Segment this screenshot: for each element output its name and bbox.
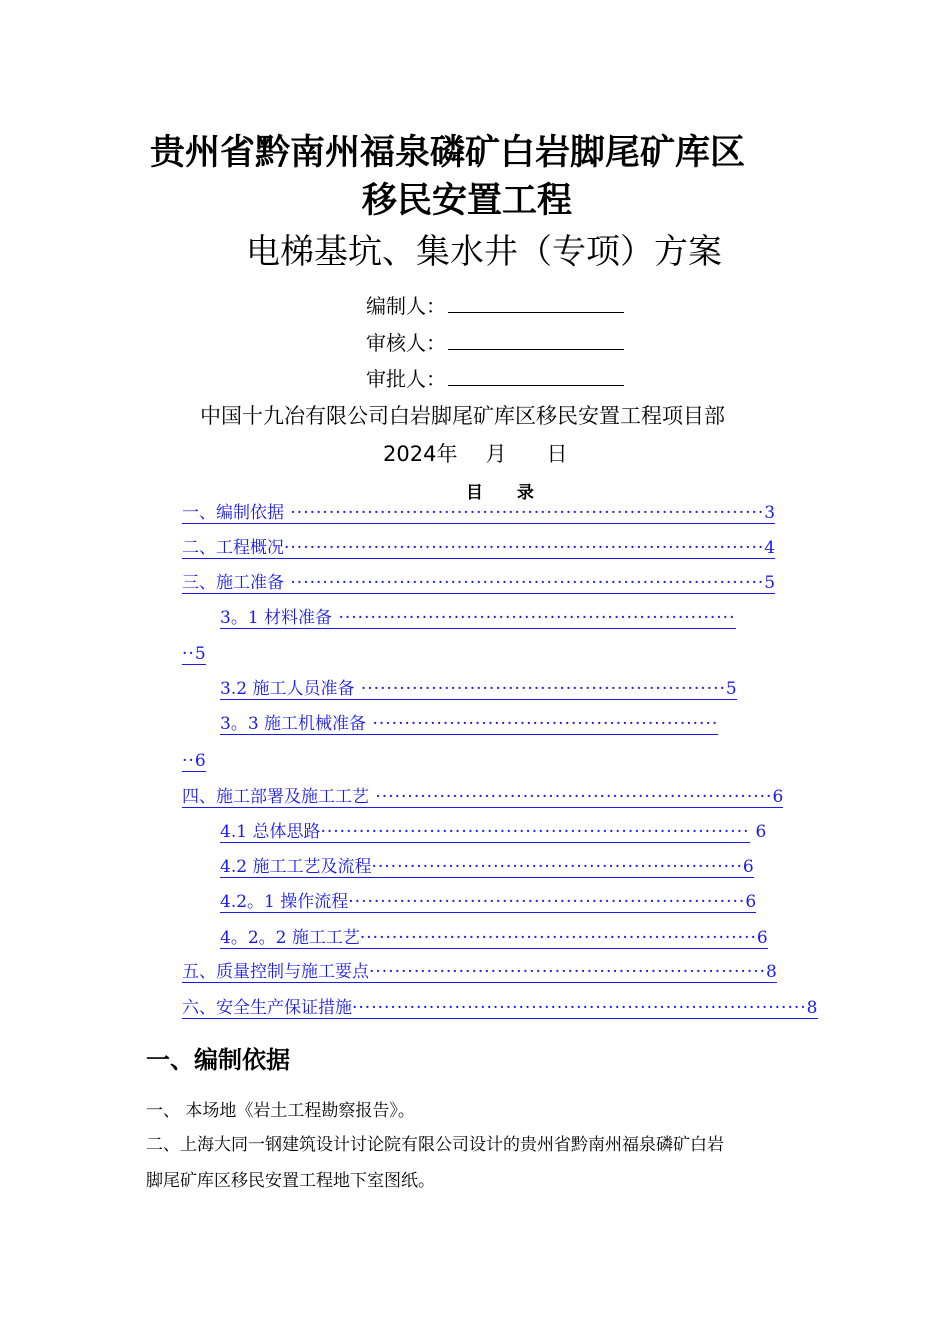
toc-item-label: 五、质量控制与施工要点 (182, 962, 369, 982)
toc-item-2[interactable] (182, 537, 792, 559)
toc-dot-leader: ······························································ (332, 608, 736, 628)
toc-item-label: 六、安全生产保证措施 (182, 998, 352, 1018)
reviewer-label: 审核人： (366, 331, 446, 355)
toc-item-page: 8 (806, 998, 818, 1018)
toc-item-label: 3。3 施工机械准备 (220, 714, 367, 734)
organization-name: 中国十九冶有限公司白岩脚尾矿库区移民安置工程项目部 (200, 404, 725, 428)
toc-dot-leader: ······································································· (352, 998, 807, 1018)
toc-item-page: 5 (194, 644, 206, 664)
toc-item-page: 6 (194, 751, 206, 771)
toc-heading: 目 录 (466, 483, 548, 503)
toc-item-page: 6 (756, 928, 768, 948)
toc-dot-leader: ··········································································· (284, 538, 765, 558)
toc-item-3[interactable] (182, 572, 802, 594)
toc-item-label: 四、施工部署及施工工艺 (182, 787, 369, 807)
toc-item-page: 6 (772, 787, 784, 807)
toc-item-label: 一、编制依据 (182, 503, 284, 523)
toc-item-4[interactable] (182, 786, 807, 808)
toc-dot-leader: ······························································ (369, 962, 767, 982)
toc-item-4-2-2[interactable] (220, 927, 810, 949)
toc-item-page: 6 (755, 822, 767, 842)
toc-item-label: 4。2。2 施工工艺 (220, 928, 360, 948)
section-heading: 一、编制依据 (146, 1046, 290, 1074)
toc-item-label: 三、施工准备 (182, 573, 284, 593)
toc-item-label: 3。1 材料准备 (220, 608, 333, 628)
toc-item-3-2[interactable] (220, 678, 795, 700)
paragraph-2-line-2: 脚尾矿库区移民安置工程地下室图纸。 (146, 1171, 435, 1191)
toc-item-page: 5 (764, 573, 776, 593)
preparer-blank (448, 294, 624, 313)
toc-item-page: 5 (725, 679, 737, 699)
paragraph-2-line-1: 二、上海大同一钢建筑设计讨论院有限公司设计的贵州省黔南州福泉磷矿白岩 (146, 1135, 724, 1155)
toc-dot-leader: ······················································ (366, 714, 719, 734)
toc-item-1[interactable] (182, 502, 802, 524)
toc-dot-leader: ······························································ (348, 892, 746, 912)
date-year: 2024年 (383, 442, 458, 466)
toc-item-3-3[interactable] (220, 713, 800, 735)
document-date (383, 438, 567, 468)
document-title-line1: 贵州省黔南州福泉磷矿白岩脚尾矿库区 (150, 133, 746, 173)
toc-dot-leader: ·· (182, 644, 195, 664)
toc-item-page: 6 (745, 892, 757, 912)
toc-item-page: 4 (764, 538, 776, 558)
toc-item-label: 4.2。1 操作流程 (220, 892, 349, 912)
document-title-line2: 移民安置工程 (362, 181, 573, 221)
toc-item-label: 4.2 施工工艺及流程 (220, 857, 372, 877)
toc-item-page: 3 (764, 503, 776, 523)
toc-dot-leader: ·························································· (371, 857, 743, 877)
toc-dot-leader: ·· (182, 751, 195, 771)
toc-item-4-1[interactable] (220, 821, 795, 843)
date-month: 月 (485, 442, 507, 466)
toc-item-4-2-1[interactable] (220, 891, 800, 913)
toc-dot-leader: ·········································································· (284, 573, 765, 593)
toc-item-6[interactable] (182, 997, 818, 1019)
toc-item-label: 3.2 施工人员准备 (220, 679, 355, 699)
toc-item-5[interactable] (182, 961, 792, 983)
toc-dot-leader: ·········································································· (284, 503, 765, 523)
approver-signature-line (366, 366, 624, 392)
approver-label: 审批人： (366, 367, 446, 391)
toc-item-4-2[interactable] (220, 856, 790, 878)
toc-item-3-3-page[interactable] (182, 750, 242, 772)
toc-item-3-1[interactable] (220, 607, 802, 629)
approver-blank (448, 367, 624, 386)
document-title-line3: 电梯基坑、集水井（专项）方案 (246, 232, 722, 272)
preparer-signature-line (366, 293, 624, 319)
paragraph-1: 一、 本场地《岩土工程勘察报告》。 (146, 1101, 415, 1121)
toc-item-page: 8 (766, 962, 777, 982)
date-day: 日 (546, 442, 568, 466)
toc-item-3-1-page[interactable] (182, 643, 242, 665)
toc-item-page: 6 (742, 857, 754, 877)
toc-dot-leader: ··································································· (320, 822, 750, 842)
preparer-label: 编制人： (366, 294, 446, 318)
toc-item-label: 二、工程概况 (182, 538, 284, 558)
reviewer-signature-line (366, 330, 624, 356)
toc-dot-leader: ······························································ (369, 787, 773, 807)
toc-dot-leader: ······························································ (359, 928, 757, 948)
reviewer-blank (448, 331, 624, 350)
toc-dot-leader: ························································· (354, 679, 726, 699)
toc-item-label: 4.1 总体思路 (220, 822, 321, 842)
